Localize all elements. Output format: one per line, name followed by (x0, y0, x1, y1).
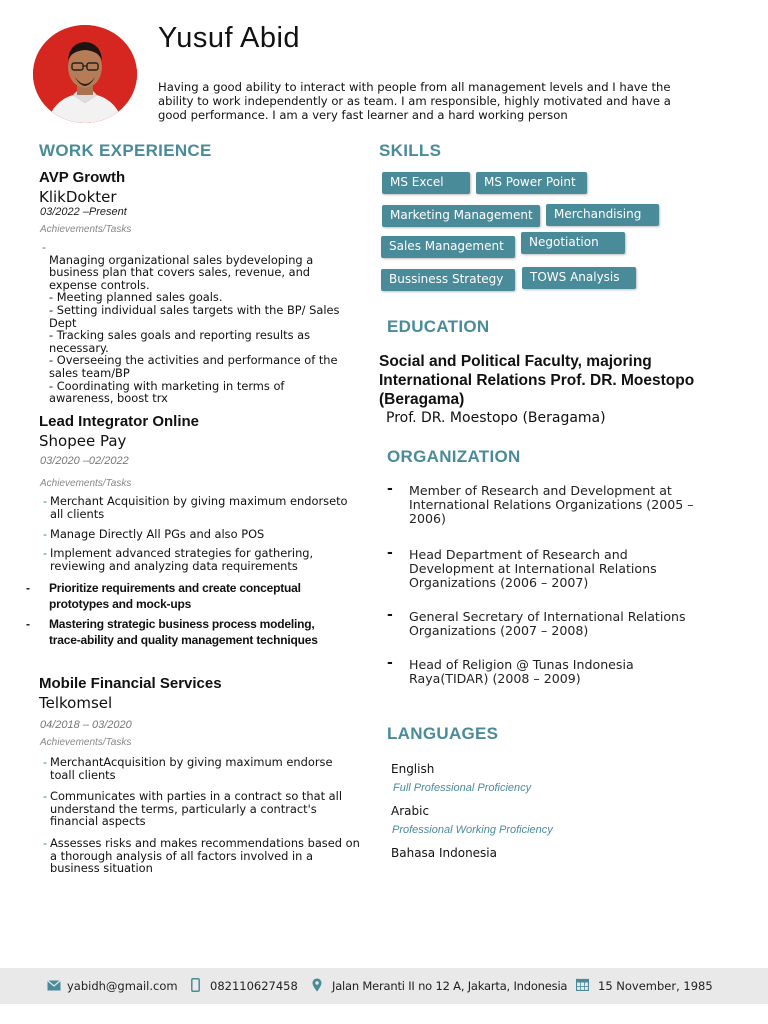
skill-tag: MS Power Point (476, 172, 587, 194)
work-experience-heading: WORK EXPERIENCE (39, 141, 212, 160)
bullet-dash: - (387, 545, 393, 561)
bullet-dash: - (43, 494, 48, 508)
job-date: 03/2020 –02/2022 (40, 455, 129, 467)
profile-summary: Having a good ability to interact with people from all management levels and I have the ability to work independently or as team. I am responsible, highly motivated and have a good performance. I am a very fast learner and a hard working person (158, 80, 671, 122)
list-item: - Head of Religion @ Tunas Indonesia Raya(TIDAR) (2008 – 2009) (387, 655, 634, 686)
bullet-dash: - (387, 607, 393, 623)
school-name: Prof. DR. Moestopo (Beragama) (386, 410, 606, 426)
skills-heading: SKILLS (379, 141, 442, 160)
skill-tag: Marketing Management (382, 205, 540, 227)
language-name: English (391, 762, 435, 776)
list-item: - Implement advanced strategies for gathering, reviewing and analyzing data requirements (43, 546, 314, 573)
bullet-dash: - (26, 581, 30, 595)
bullet-dash: - (387, 655, 393, 671)
list-item: - Mastering strategic business process modeling, trace-ability and quality management techniques (26, 617, 318, 647)
bullet-dash: - (43, 546, 48, 560)
bullet-dash: - (387, 481, 393, 497)
list-item: - Head Department of Research and Development at International Relations Organizations (2006 – 2007) (387, 545, 657, 590)
bullet-dash: - (43, 527, 48, 541)
job-title: Lead Integrator Online (39, 413, 200, 430)
job-tasks: - Managing organizational sales bydeveloping a business plan that covers sales, revenue, and expense controls. - Meeting planned sales goals. - Setting individual sales targets with the BP/ Sales Dept - Tracking sales goals and reporting results as necessary. - Overseeing the activities and performance of the sales team/BP - Coordinating with marketing in terms of awareness, boost trx (42, 240, 340, 406)
company-name: KlikDokter (39, 188, 117, 206)
skill-tag: MS Excel (382, 172, 470, 194)
achievements-label: Achievements/Tasks (40, 224, 132, 235)
organization-heading: ORGANIZATION (387, 447, 521, 466)
location-pin-icon (312, 978, 322, 992)
profile-photo (33, 25, 137, 123)
contact-footer (0, 968, 768, 1004)
list-item: - Prioritize requirements and create conceptual prototypes and mock-ups (26, 581, 301, 611)
calendar-icon (576, 978, 589, 991)
contact-address: Jalan Meranti II no 12 A, Jakarta, Indonesia (332, 979, 568, 993)
job-date: 03/2022 –Present (40, 206, 127, 218)
phone-icon (191, 978, 200, 992)
job-date: 04/2018 – 03/2020 (40, 719, 132, 731)
achievements-label: Achievements/Tasks (40, 737, 132, 748)
list-item: - Manage Directly All PGs and also POS (43, 527, 265, 541)
degree-title: Social and Political Faculty, majoring International Relations Prof. DR. Moestopo (Beragama) (379, 353, 695, 408)
languages-heading: LANGUAGES (387, 724, 499, 743)
bullet-dash: - (43, 836, 48, 850)
list-item: - MerchantAcquisition by giving maximum endorse toall clients (43, 755, 333, 782)
skill-tag: Negotiation (521, 232, 625, 254)
envelope-icon (47, 980, 61, 991)
language-level: Professional Working Proficiency (392, 824, 553, 836)
list-item: - Assesses risks and makes recommendations based on a thorough analysis of all factors involved in a business situation (43, 836, 360, 876)
job-title: AVP Growth (39, 169, 126, 186)
skill-tag: Sales Management (381, 236, 515, 258)
person-photo-icon (33, 25, 137, 123)
candidate-name: Yusuf Abid (158, 22, 301, 54)
skill-tag: Merchandising (546, 204, 659, 226)
company-name: Shopee Pay (39, 432, 127, 450)
education-heading: EDUCATION (387, 317, 490, 336)
bullet-dash: - (43, 789, 48, 803)
skill-tag: Bussiness Strategy (381, 269, 515, 291)
contact-email[interactable]: yabidh@gmail.com (67, 979, 178, 993)
company-name: Telkomsel (39, 694, 113, 712)
list-item: - Member of Research and Development at International Relations Organizations (2005 – 2006) (387, 481, 694, 526)
bullet-dash: - (43, 755, 48, 769)
list-item: - Communicates with parties in a contract so that all understand the terms, particularly a contract's financial aspects (43, 789, 342, 829)
language-name: Arabic (391, 804, 430, 818)
bullet-dash: - (42, 240, 47, 254)
bullet-dash: - (26, 617, 30, 631)
language-name: Bahasa Indonesia (391, 846, 497, 860)
achievements-label: Achievements/Tasks (40, 478, 132, 489)
contact-birthdate: 15 November, 1985 (598, 979, 713, 993)
skill-tag: TOWS Analysis (522, 267, 636, 289)
list-item: - General Secretary of International Relations Organizations (2007 – 2008) (387, 607, 686, 638)
job-title: Mobile Financial Services (39, 675, 222, 692)
contact-phone[interactable]: 082110627458 (210, 979, 298, 993)
language-level: Full Professional Proficiency (393, 782, 532, 794)
list-item: - Merchant Acquisition by giving maximum endorseto all clients (43, 494, 348, 521)
